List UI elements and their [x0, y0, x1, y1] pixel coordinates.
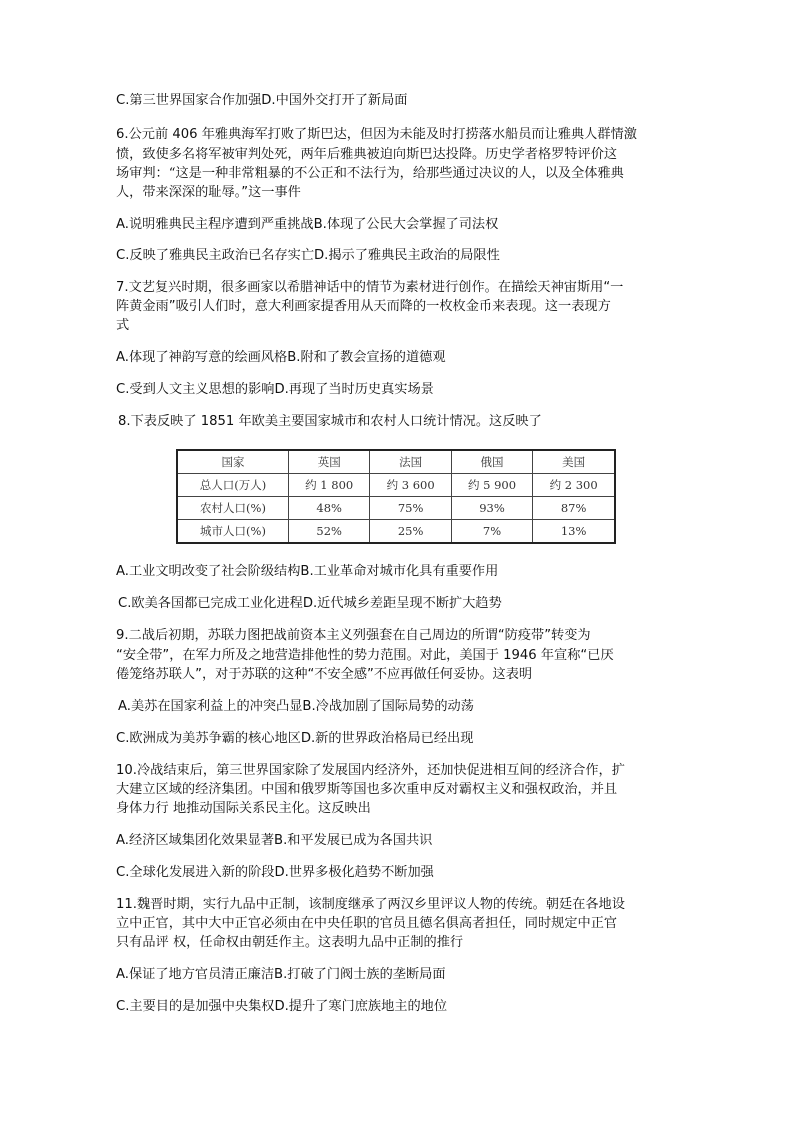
q11-options-cd: C.主要目的是加强中央集权D.提升了寒门庶族地主的地位 — [116, 999, 448, 1014]
q10-stem-line1: 10.冷战结束后，第三世界国家除了发展国内经济外，还加快促进相互间的经济合作，扩 — [116, 763, 625, 778]
table-header-row — [177, 450, 615, 474]
q10-stem-line3: 身体力行 地推动国际关系民主化。这反映出 — [116, 801, 371, 816]
q9-stem-line2: “安全带”，在军力所及之地营造排他性的势力范围。对此，美国于 1946 年宣称“已厌 — [116, 648, 614, 663]
table-cell: 约 3 600 — [370, 474, 451, 497]
table-cell: 城市人口(%) — [177, 520, 289, 544]
q9-stem-line3: 倦笼络苏联人”，对于苏联的这种“不安全感”不应再做任何妥协。这表明 — [116, 667, 533, 682]
q10-options-ab: A.经济区域集团化效果显著B.和平发展已成为各国共识 — [116, 833, 433, 848]
table-cell: 93% — [451, 497, 532, 520]
table-cell: 13% — [533, 520, 615, 544]
table-header-cell: 美国 — [533, 450, 615, 474]
q6-quote-part1: “这是一种非常粗暴的不公正和不法行为，给那些通过决议的人，以及全体雅典 — [168, 166, 624, 181]
table-cell: 约 1 800 — [289, 474, 370, 497]
q6-stem-label: 场审判： — [116, 166, 169, 181]
q9-options-ab: A.美苏在国家利益上的冲突凸显B.冷战加剧了国际局势的动荡 — [118, 699, 474, 714]
q6-stem-line2: 愤，致使多名将军被审判处死，两年后雅典被迫向斯巴达投降。历史学者格罗特评价这 — [116, 147, 618, 162]
table-cell: 87% — [533, 497, 615, 520]
q7-stem-line3: 式 — [116, 318, 130, 333]
q8-options-cd: C.欧美各国都已完成工业化进程D.近代城乡差距呈现不断扩大趋势 — [118, 596, 502, 611]
population-table — [176, 449, 616, 544]
q8-stem: 8.下表反映了 1851 年欧美主要国家城市和农村人口统计情况。这反映了 — [118, 414, 542, 429]
q11-stem-line3: 只有品评 权，任命权由朝廷作主。这表明九品中正制的推行 — [116, 935, 464, 950]
q11-stem-line2: 立中正官，其中大中正官必须由在中央任职的官员且德名俱高者担任，同时规定中正官 — [116, 916, 618, 931]
q7-stem-line1: 7.文艺复兴时期，很多画家以希腊神话中的情节为素材进行创作。在描绘天神宙斯用“一 — [116, 280, 624, 295]
q10-options-cd: C.全球化发展进入新的阶段D.世界多极化趋势不断加强 — [116, 865, 434, 880]
q9-stem-line1: 9.二战后初期，苏联力图把战前资本主义列强套在自己周边的所谓“防疫带”转变为 — [116, 628, 591, 643]
q10-stem-line2: 大建立区域的经济集团。中国和俄罗斯等国也多次重申反对霸权主义和强权政治，并且 — [116, 782, 618, 797]
q6-quote-part2: 人，带来深深的耻辱。 — [116, 185, 242, 200]
q7-options-ab: A.体现了神韵写意的绘画风格B.附和了教会宣扬的道德观 — [116, 350, 446, 365]
table-header-cell: 国家 — [177, 450, 289, 474]
q6-stem-line1: 6.公元前 406 年雅典海军打败了斯巴达，但因为未能及时打捞落水船员而让雅典人群情激 — [116, 127, 637, 142]
q7-options-cd: C.受到人文主义思想的影响D.再现了当时历史真实场景 — [116, 382, 434, 397]
table-cell: 75% — [370, 497, 451, 520]
table-header-cell: 法国 — [370, 450, 451, 474]
q6-stem-line3 — [116, 165, 624, 183]
table-row — [177, 497, 615, 520]
table-header-cell: 英国 — [289, 450, 370, 474]
table-cell: 约 2 300 — [533, 474, 615, 497]
table-cell: 7% — [451, 520, 532, 544]
q5-options-cd: C.第三世界国家合作加强D.中国外交打开了新局面 — [116, 93, 408, 108]
q7-stem-line2: 阵黄金雨”吸引人们时，意大利画家提香用从天而降的一枚枚金币来表现。这一表现方 — [116, 299, 611, 314]
table-cell: 25% — [370, 520, 451, 544]
table-row — [177, 520, 615, 544]
table-cell: 48% — [289, 497, 370, 520]
table-header-cell: 俄国 — [451, 450, 532, 474]
q11-stem-line1: 11.魏晋时期，实行九品中正制，该制度继承了两汉乡里评议人物的传统。朝廷在各地设 — [116, 897, 625, 912]
table-cell: 52% — [289, 520, 370, 544]
q8-options-ab: A.工业文明改变了社会阶级结构B.工业革命对城市化具有重要作用 — [116, 564, 499, 579]
table-row — [177, 474, 615, 497]
table-cell: 约 5 900 — [451, 474, 532, 497]
table-cell: 总人口(万人) — [177, 474, 289, 497]
q6-options-ab: A.说明雅典民主程序遭到严重挑战B.体现了公民大会掌握了司法权 — [116, 217, 499, 232]
q6-stem-tail: ”这一事件 — [241, 185, 301, 200]
q6-stem-line4 — [116, 184, 301, 202]
q11-options-ab: A.保证了地方官员清正廉洁B.打破了门阀士族的垄断局面 — [116, 967, 446, 982]
q9-options-cd: C.欧洲成为美苏争霸的核心地区D.新的世界政治格局已经出现 — [116, 731, 474, 746]
q6-options-cd: C.反映了雅典民主政治已名存实亡D.揭示了雅典民主政治的局限性 — [116, 248, 500, 263]
table-cell: 农村人口(%) — [177, 497, 289, 520]
